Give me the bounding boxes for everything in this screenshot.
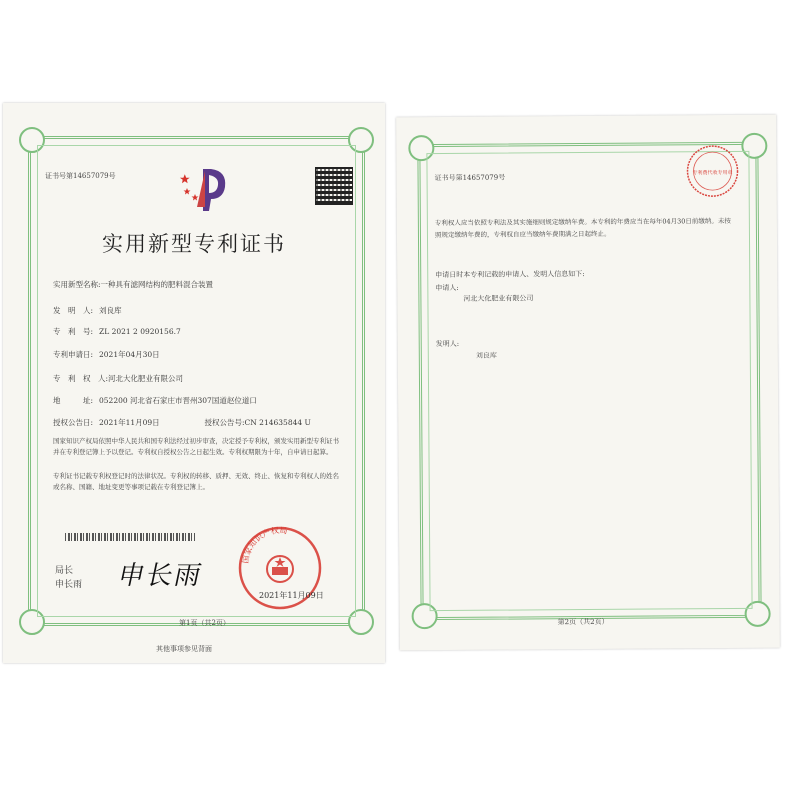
field-patent-number — [53, 326, 181, 337]
director-title: 局长 — [55, 566, 74, 576]
field-label: 专利申请日: — [53, 350, 94, 359]
certificate-number: 证书号第14657079号 — [45, 172, 116, 180]
applicant-header: 申请日时本专利记载的申请人、发明人信息如下: — [435, 270, 585, 280]
field-value: 052200 河北省石家庄市晋州307国道赵位道口 — [99, 396, 257, 405]
fee-notice: 专利权人应当依照专利法及其实施细则规定缴纳年费。本专利的年费应当在每年04月30日前缴纳。未按照规定缴纳年费的，专利权自应当缴纳年费期满之日起终止。 — [434, 216, 731, 240]
field-grant — [53, 417, 311, 428]
corner-ornament-icon — [348, 127, 374, 153]
field-address — [53, 395, 257, 406]
field-value: 河北大化肥业有限公司 — [108, 374, 184, 383]
field-value: ZL 2021 2 0920156.7 — [99, 327, 181, 336]
field-label: 专 利 号: — [53, 327, 94, 336]
decorative-border — [417, 142, 761, 620]
field-label: 专 利 权 人: — [53, 374, 109, 383]
director-signature: 申长雨 — [115, 561, 206, 591]
corner-ornament-icon — [741, 133, 767, 159]
certificate-number: 证书号第14657079号 — [434, 173, 506, 183]
director-name: 申长雨 — [55, 580, 83, 590]
applicant-label: 申请人: — [435, 283, 459, 293]
stamp-text: 专利费代收专用章 — [692, 169, 733, 177]
barcode — [65, 533, 195, 541]
certificate-title: 实用新型专利证书 — [102, 232, 286, 256]
svg-text:国家知识产权局 — [241, 525, 288, 564]
applicant-name: 河北大化肥业有限公司 — [463, 294, 534, 303]
corner-ornament-icon — [412, 603, 438, 629]
field-label: 发 明 人: — [53, 306, 94, 315]
inventor-name: 刘良库 — [475, 351, 497, 360]
page-footer: 第1页（共2页） — [179, 619, 230, 627]
field-patentee — [53, 373, 183, 384]
field-label: 地 址: — [53, 396, 94, 405]
certificate-page-2 — [396, 115, 780, 651]
inventor-label: 发明人: — [435, 339, 460, 349]
seal-date: 2021年11月09日 — [259, 591, 324, 600]
corner-ornament-icon — [408, 135, 434, 161]
field-inventor — [53, 305, 122, 316]
patent-logo-icon — [175, 163, 235, 213]
field-label: 授权公告日: — [53, 418, 94, 427]
field-value: 一种具有滤网结构的肥料混合装置 — [100, 280, 214, 289]
legal-paragraph-1: 国家知识产权局依照中华人民共和国专利法经过初步审查，决定授予专利权，颁发实用新型专利证书并在专利登记簿上予以登记。专利权自授权公告之日起生效。专利权期限为十年，自申请日起算。 — [53, 437, 339, 456]
field-application-date — [53, 349, 160, 360]
corner-ornament-icon — [745, 601, 771, 627]
page-footer: 第2页（共2页） — [557, 617, 609, 627]
corner-ornament-icon — [348, 609, 374, 635]
legal-paragraph-2: 专利证书记载专利权登记时的法律状况。专利权的转移、质押、无效、终止、恢复和专利权人的姓名或名称、国籍、地址变更等事项记载在专利登记簿上。 — [53, 472, 339, 491]
field-label: 实用新型名称: — [53, 280, 101, 289]
grant-number: CN 214635844 U — [244, 418, 311, 427]
corner-ornament-icon — [19, 609, 45, 635]
national-emblem-icon — [267, 556, 293, 582]
field-value: 刘良库 — [99, 306, 122, 315]
bottom-note: 其他事项参见背面 — [156, 645, 212, 653]
seal-text: 国家知识产权局 — [240, 525, 288, 565]
certificate-page-1 — [3, 103, 385, 663]
fee-stamp — [684, 143, 740, 199]
qr-code-icon — [315, 167, 353, 205]
grant-date: 2021年11月09日 — [99, 418, 160, 427]
field-value: 2021年04月30日 — [99, 350, 160, 359]
grant-number-label: 授权公告号: — [204, 418, 245, 427]
field-utility-model-name — [53, 279, 213, 290]
corner-ornament-icon — [19, 127, 45, 153]
